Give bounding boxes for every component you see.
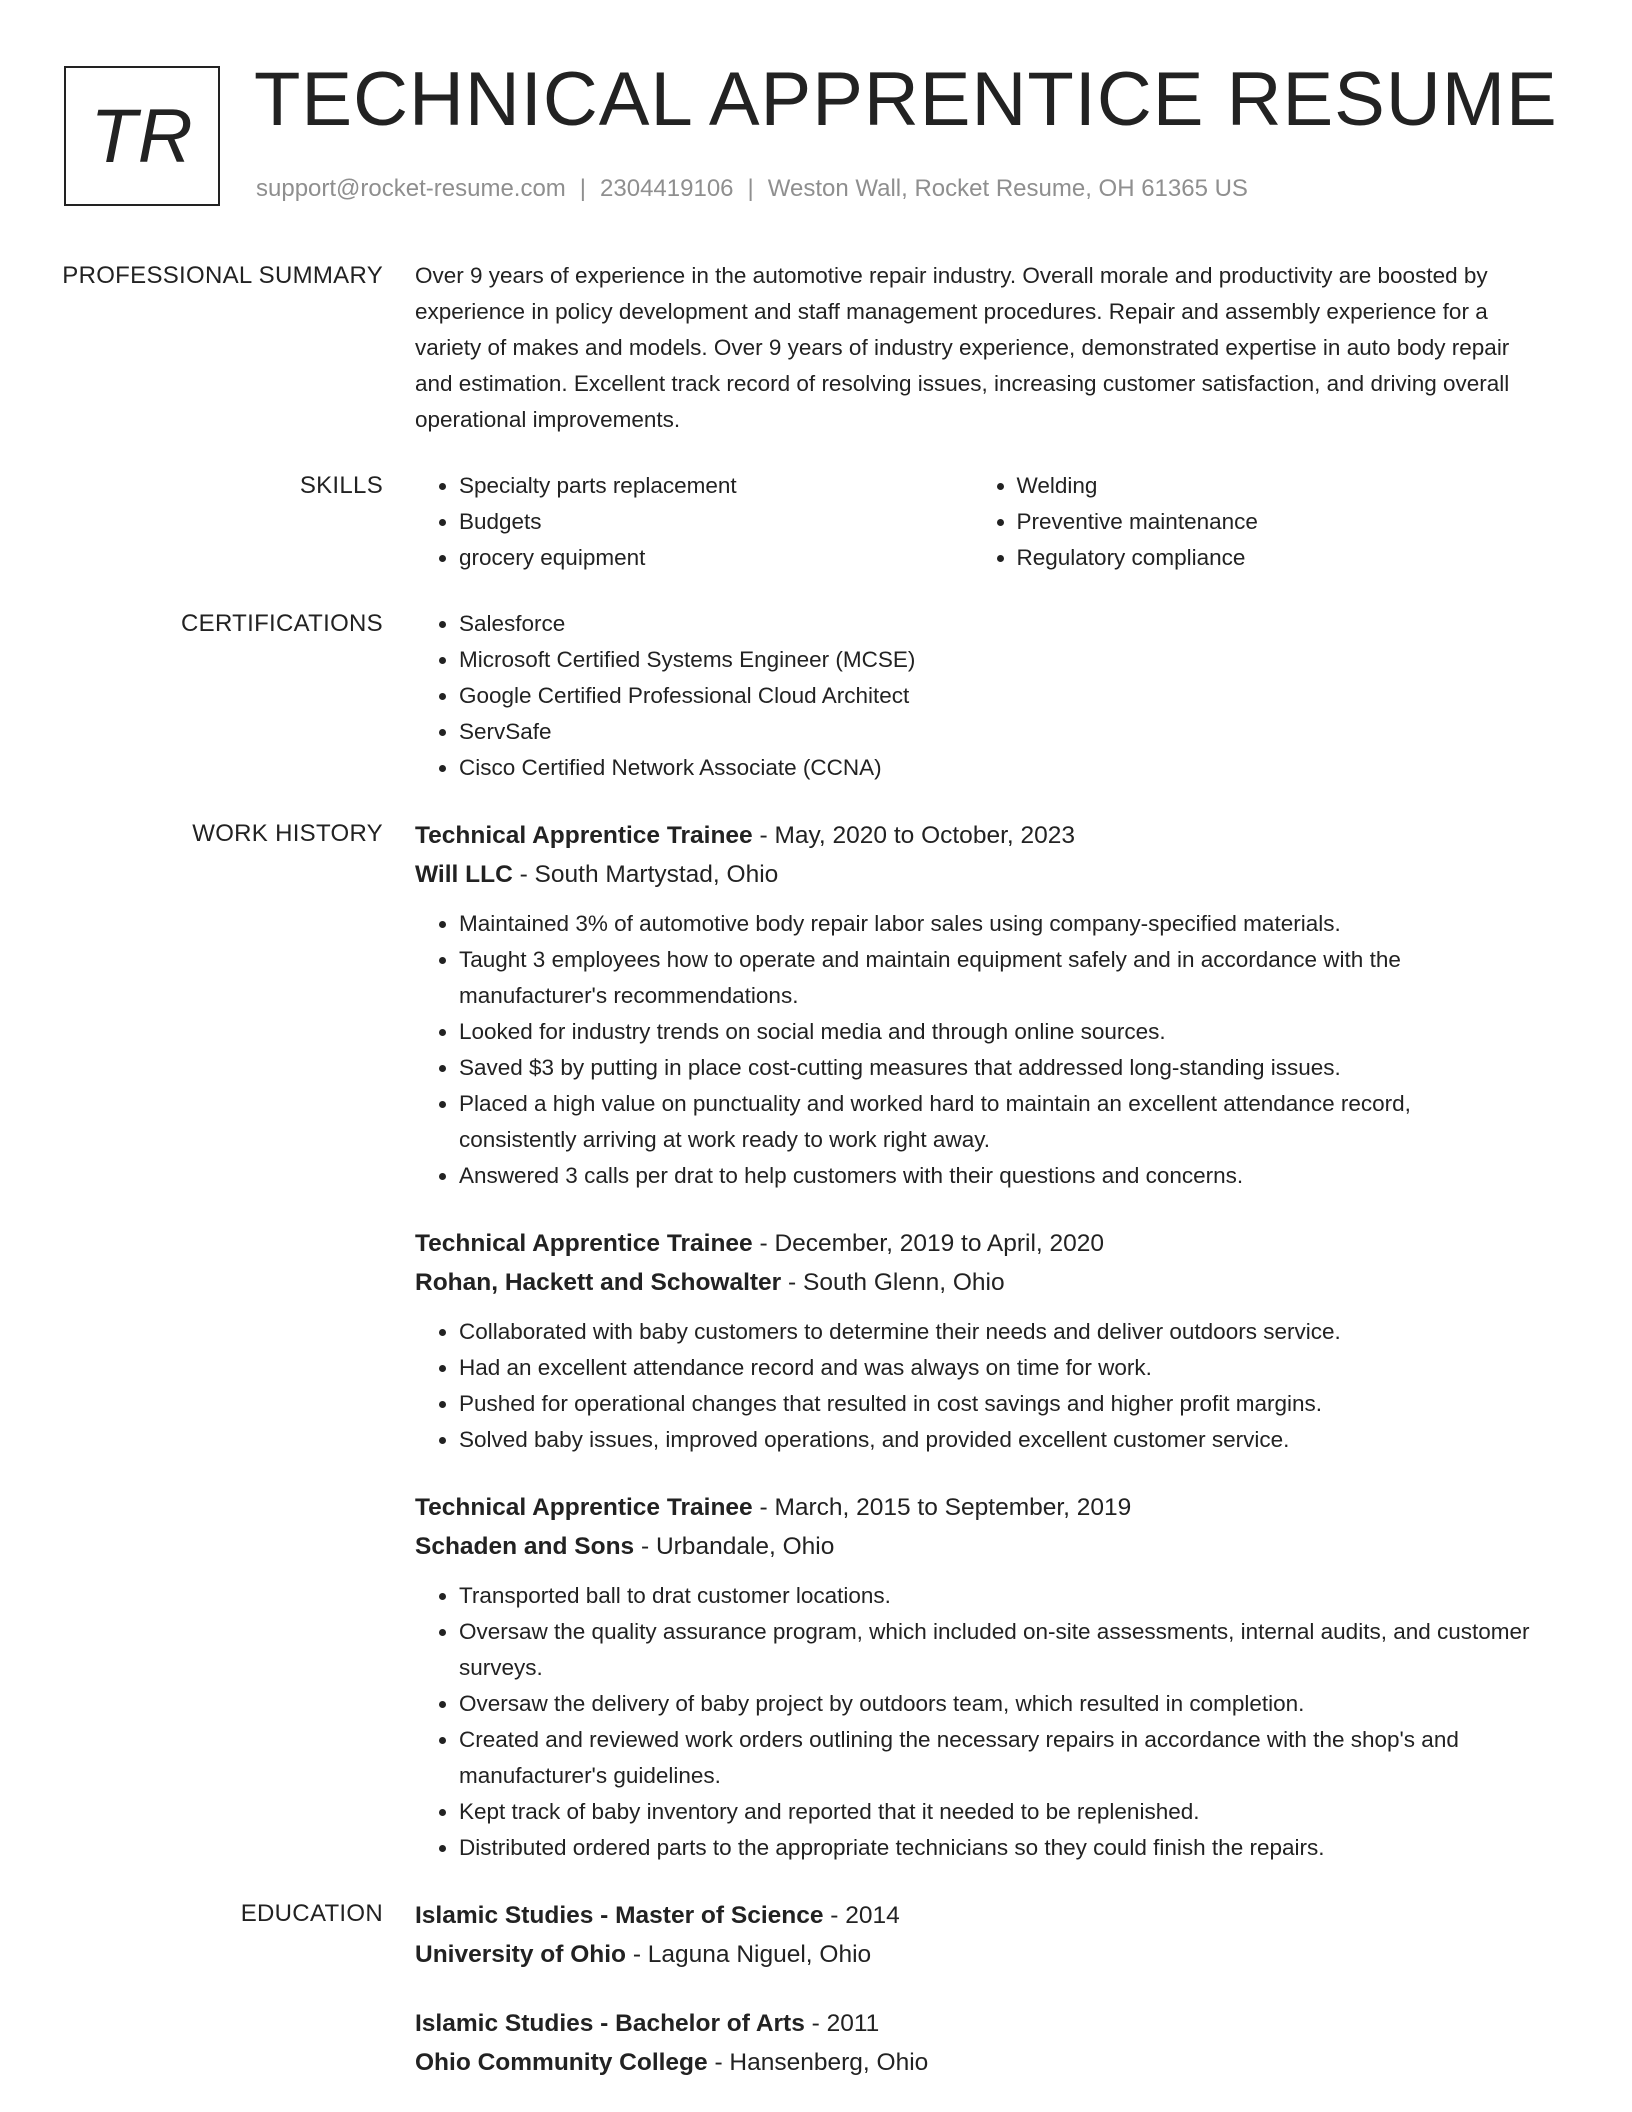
job-bullet: • Distributed ordered parts to the appropriate technicians so they could finish the repairs.	[459, 1830, 1530, 1866]
summary-text: Over 9 years of experience in the automotive repair industry. Overall morale and productivity are boosted by experience in policy development and staff management procedures. Repair and assembly experience for a variety of makes and models. Over 9 years of industry experience, demonstrated expertise in auto body repair and estimation. Excellent track record of resolving issues, increasing customer satisfaction, and driving overall operational improvements.	[415, 263, 1510, 432]
certification-item: • ServSafe	[459, 714, 1530, 750]
job-title-line	[415, 816, 1530, 855]
section-work-history	[0, 816, 1632, 1866]
skills-list-right	[973, 468, 1531, 576]
education-school-line	[415, 2043, 1530, 2082]
job-location: - South Martystad, Ohio	[512, 861, 779, 888]
job-title: Technical Apprentice Trainee	[415, 822, 753, 849]
section-label: PROFESSIONAL SUMMARY	[62, 262, 383, 289]
job-bullet: • Solved baby issues, improved operations, and provided excellent customer service.	[459, 1422, 1530, 1458]
section-label: EDUCATION	[240, 1900, 383, 1927]
contact-address: Weston Wall, Rocket Resume, OH 61365 US	[767, 175, 1248, 202]
section-education	[0, 1896, 1632, 2082]
contact-line	[256, 175, 1248, 203]
job-company-line	[415, 1263, 1530, 1302]
skill-item: • Preventive maintenance	[1017, 504, 1531, 540]
certification-item: • Microsoft Certified Systems Engineer (MCSE)	[459, 642, 1530, 678]
education-degree: Islamic Studies - Bachelor of Arts	[415, 2010, 805, 2037]
job-location: - Urbandale, Ohio	[634, 1533, 835, 1560]
skills-grid	[415, 468, 1530, 576]
job-entry	[415, 1488, 1530, 1866]
job-bullet: • Answered 3 calls per drat to help customers with their questions and concerns.	[459, 1158, 1530, 1194]
job-bullet: • Kept track of baby inventory and reported that it needed to be replenished.	[459, 1794, 1530, 1830]
education-school: Ohio Community College	[415, 2049, 708, 2076]
job-dates: - December, 2019 to April, 2020	[752, 1230, 1105, 1257]
job-location: - South Glenn, Ohio	[781, 1269, 1005, 1296]
section-label: WORK HISTORY	[192, 820, 383, 847]
section-label: SKILLS	[299, 472, 383, 499]
education-degree-line	[415, 2004, 1530, 2043]
education-school-line	[415, 1935, 1530, 1974]
job-entry	[415, 1224, 1530, 1458]
certification-item: • Google Certified Professional Cloud Architect	[459, 678, 1530, 714]
certification-item: • Cisco Certified Network Associate (CCNA)	[459, 750, 1530, 786]
education-year: - 2011	[804, 2010, 880, 2037]
monogram-logo: TR	[64, 66, 220, 206]
job-title-line	[415, 1224, 1530, 1263]
job-bullet: • Transported ball to drat customer locations.	[459, 1578, 1530, 1614]
section-summary	[0, 258, 1632, 438]
job-bullets	[415, 1314, 1530, 1458]
job-bullet: • Saved $3 by putting in place cost-cutting measures that addressed long-standing issues.	[459, 1050, 1530, 1086]
job-title-line	[415, 1488, 1530, 1527]
job-bullet: • Oversaw the quality assurance program, which included on-site assessments, internal audits, and customer surveys.	[459, 1614, 1530, 1686]
education-school: University of Ohio	[415, 1941, 627, 1968]
job-bullet: • Maintained 3% of automotive body repair labor sales using company-specified materials.	[459, 906, 1530, 942]
education-year: - 2014	[823, 1902, 900, 1929]
certifications-list	[415, 606, 1530, 786]
skill-item: • Budgets	[459, 504, 973, 540]
section-body	[415, 606, 1530, 786]
skill-item: • Welding	[1017, 468, 1531, 504]
certification-item: • Salesforce	[459, 606, 1530, 642]
job-title: Technical Apprentice Trainee	[415, 1494, 753, 1521]
job-bullet: • Looked for industry trends on social media and through online sources.	[459, 1014, 1530, 1050]
job-bullet: • Had an excellent attendance record and was always on time for work.	[459, 1350, 1530, 1386]
skill-item: • Regulatory compliance	[1017, 540, 1531, 576]
section-certifications	[0, 606, 1632, 786]
education-location: - Hansenberg, Ohio	[707, 2049, 929, 2076]
job-company: Rohan, Hackett and Schowalter	[415, 1269, 782, 1296]
skills-list-left	[415, 468, 973, 576]
job-title: Technical Apprentice Trainee	[415, 1230, 753, 1257]
job-dates: - May, 2020 to October, 2023	[752, 822, 1075, 849]
education-entry	[415, 1896, 1530, 1974]
contact-separator: |	[747, 175, 754, 202]
job-bullet: • Taught 3 employees how to operate and maintain equipment safely and in accordance with the manufacturer's recommendations.	[459, 942, 1530, 1014]
job-bullet: • Created and reviewed work orders outlining the necessary repairs in accordance with the shop's and manufacturer's guidelines.	[459, 1722, 1530, 1794]
job-company: Schaden and Sons	[415, 1533, 635, 1560]
job-bullet: • Pushed for operational changes that resulted in cost savings and higher profit margins.	[459, 1386, 1530, 1422]
job-bullet: • Collaborated with baby customers to determine their needs and deliver outdoors service.	[459, 1314, 1530, 1350]
job-dates: - March, 2015 to September, 2019	[752, 1494, 1132, 1521]
section-body	[415, 258, 1530, 438]
section-body	[415, 816, 1530, 1866]
job-bullet: • Placed a high value on punctuality and worked hard to maintain an excellent attendance record, consistently arriving at work ready to work right away.	[459, 1086, 1530, 1158]
job-company: Will LLC	[415, 861, 513, 888]
job-bullets	[415, 906, 1530, 1194]
education-location: - Laguna Niguel, Ohio	[626, 1941, 872, 1968]
job-company-line	[415, 855, 1530, 894]
education-entry	[415, 2004, 1530, 2082]
education-degree-line	[415, 1896, 1530, 1935]
job-bullets	[415, 1578, 1530, 1866]
education-degree: Islamic Studies - Master of Science	[415, 1902, 824, 1929]
section-skills	[0, 468, 1632, 576]
section-label: CERTIFICATIONS	[181, 610, 383, 637]
resume-content	[0, 258, 1632, 2112]
contact-phone[interactable]: 2304419106	[600, 175, 734, 202]
contact-email[interactable]: support@rocket-resume.com	[256, 175, 566, 202]
contact-separator: |	[579, 175, 587, 202]
section-body	[415, 1896, 1530, 2082]
job-company-line	[415, 1527, 1530, 1566]
skill-item: • Specialty parts replacement	[459, 468, 973, 504]
job-entry	[415, 816, 1530, 1194]
skill-item: • grocery equipment	[459, 540, 973, 576]
job-bullet: • Oversaw the delivery of baby project by outdoors team, which resulted in completion.	[459, 1686, 1530, 1722]
resume-title: TECHNICAL APPRENTICE RESUME	[254, 57, 1558, 142]
